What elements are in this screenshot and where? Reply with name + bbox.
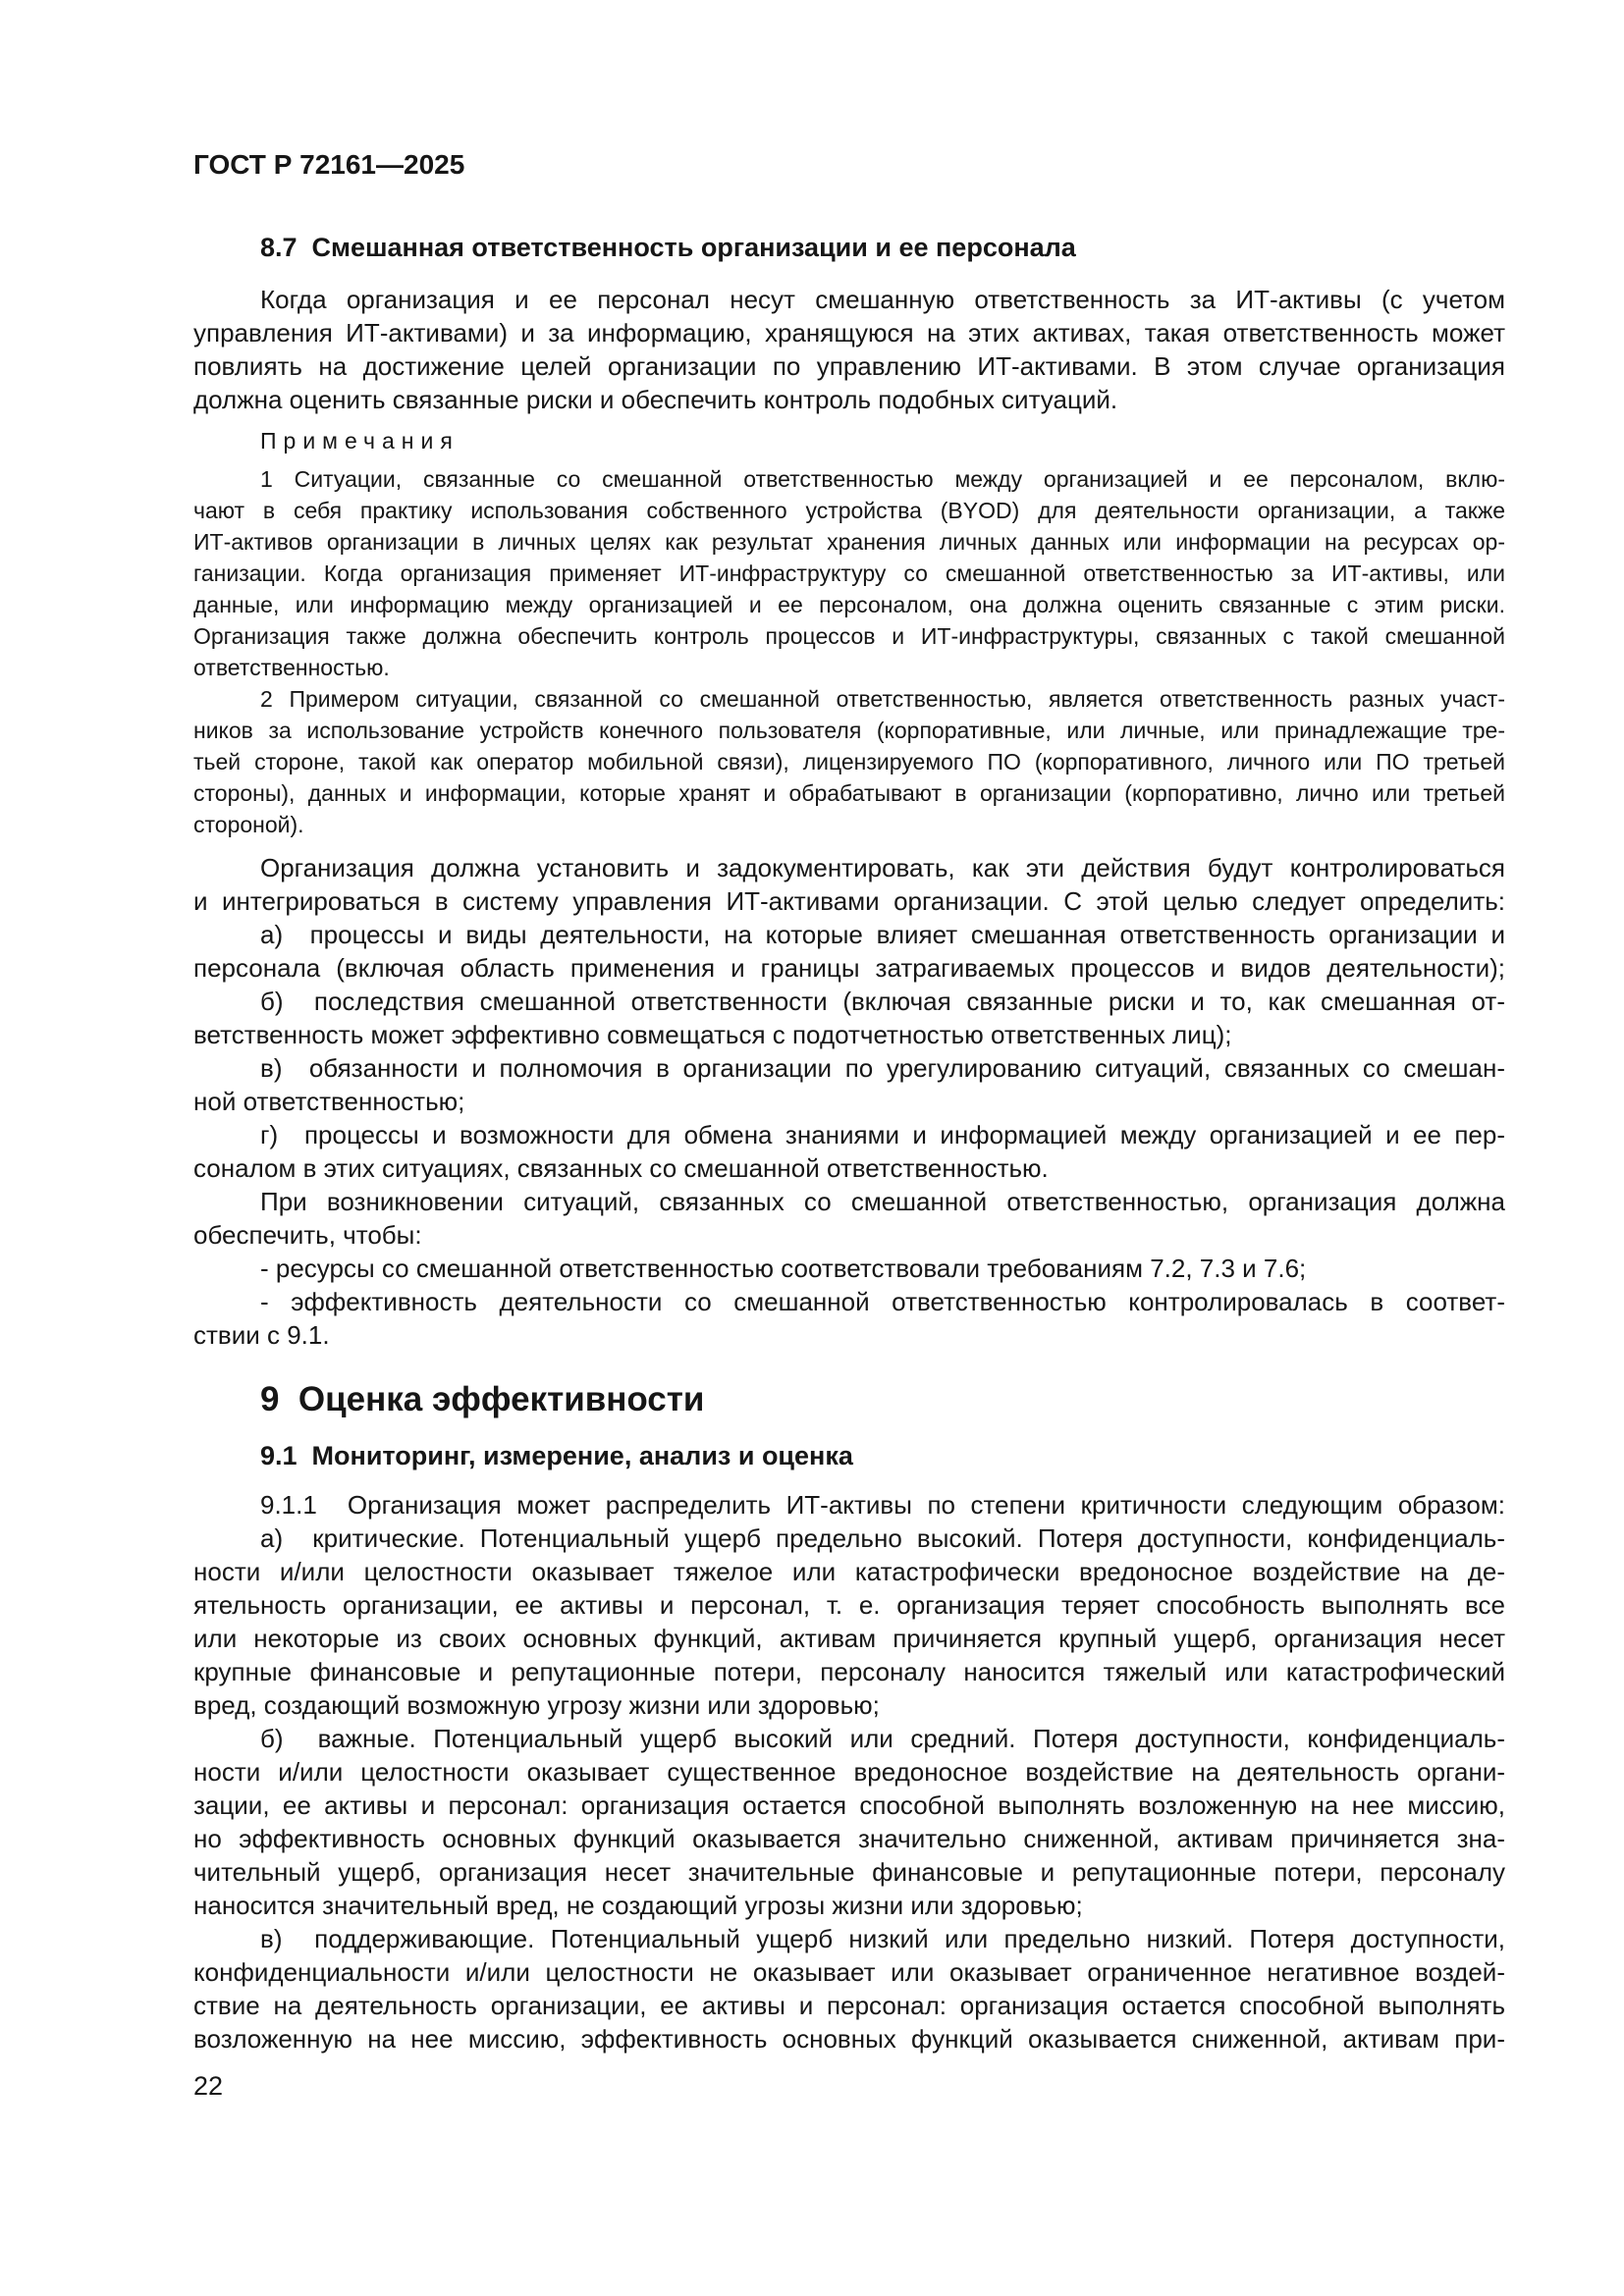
para-document-and-integrate [193,851,1505,918]
text-line: ИТ-активов организации в личных целях как результат хранения личных данных или информации на ресурсах ор- [193,529,1505,555]
note-2 [193,683,1505,840]
text-line: б) важные. Потенциальный ущерб высокий или средний. Потеря доступности, конфиденциаль- [260,1724,1505,1753]
text-line: Организация также должна обеспечить контроль процессов и ИТ-инфраструктуры, связанных с такой смешанной [193,623,1505,649]
text-line: наносится значительный вред, не создающий угрозы жизни или здоровью; [193,1891,1083,1920]
criticality-item-a-critical [193,1522,1505,1722]
para-mixed-responsibility-intro [193,283,1505,416]
criticality-item-v-supporting [193,1922,1505,2056]
text-line: ников за использование устройств конечного пользователя (корпоративные, или личные, или принадлежащие тре- [193,718,1505,743]
text-line: соналом в этих ситуациях, связанных со смешанной ответственностью. [193,1153,1049,1183]
text-line: стороны), данных и информации, которые хранят и обрабатывают в организации (корпоративно, лично или третьей [193,780,1505,806]
text-line: в) поддерживающие. Потенциальный ущерб низкий или предельно низкий. Потеря доступности, [260,1924,1505,1953]
text-line: обеспечить, чтобы: [193,1220,422,1250]
text-line: ности и/или целостности оказывает тяжелое или катастрофически вредоносное воздействие на де- [193,1557,1505,1586]
text-line: 9.1.1 Организация может распределить ИТ-активы по степени критичности следующим образом: [260,1490,1505,1520]
text-line: ной ответственностью; [193,1087,465,1116]
dash-item-effectiveness [193,1285,1505,1352]
text-line: ятельность организации, ее активы и персонал, т. е. организация теряет способность выполнять все [193,1590,1505,1620]
text-line: должна оценить связанные риски и обеспечить контроль подобных ситуаций. [193,385,1118,414]
text-line: 2 Примером ситуации, связанной со смешанной ответственностью, является ответственность разных участ- [260,686,1505,712]
section-heading-9-1: 9.1 Мониторинг, измерение, анализ и оценка [260,1441,853,1470]
text-line: и интегрироваться в систему управления ИТ-активами организации. С этой целью следует определить: [193,886,1505,916]
text-line: ответственностью. [193,655,390,680]
text-line: персонала (включая область применения и границы затрагиваемых процессов и видов деятельности); [193,953,1505,983]
text-line: чительный ущерб, организация несет значительные финансовые и репутационные потери, персоналу [193,1857,1505,1887]
para-9-1-1 [193,1488,1505,1522]
text-line: Когда организация и ее персонал несут смешанную ответственность за ИТ-активы (с учетом [260,285,1505,314]
text-line: ветственность может эффективно совмещаться с подотчетностью ответственных лиц); [193,1020,1232,1049]
section-heading-8-7: 8.7 Смешанная ответственность организации и ее персонала [260,233,1076,262]
para-when-situations-arise [193,1185,1505,1252]
text-line: или некоторые из своих основных функций, активам причиняется крупный ущерб, организация несет [193,1624,1505,1653]
text-line: б) последствия смешанной ответственности (включая связанные риски и то, как смешанная от- [260,987,1505,1016]
text-line: вред, создающий возможную угрозу жизни или здоровью; [193,1690,880,1720]
page-number: 22 [193,2071,224,2101]
note-1 [193,463,1505,683]
text-line: ганизации. Когда организация применяет ИТ-инфраструктуру со смешанной ответственностью за ИТ-активы, или [193,561,1505,586]
text-line: ствие на деятельность организации, ее активы и персонал: организация остается способной выполнять [193,1991,1505,2020]
text-line: чают в себя практику использования собственного устройства (BYOD) для деятельности организации, а также [193,498,1505,523]
text-line: Организация должна установить и задокументировать, как эти действия будут контролироваться [260,853,1505,882]
text-line: - ресурсы со смешанной ответственностью соответствовали требованиям 7.2, 7.3 и 7.6; [260,1254,1307,1283]
text-line: ствии с 9.1. [193,1320,330,1350]
text-line: При возникновении ситуаций, связанных со смешанной ответственностью, организация должна [260,1187,1505,1216]
text-line: зации, ее активы и персонал: организация остается способной выполнять возложенную на нее миссию, [193,1790,1505,1820]
text-line: ности и/или целостности оказывает существенное вредоносное воздействие на деятельность органи- [193,1757,1505,1787]
text-line: повлиять на достижение целей организации по управлению ИТ-активами. В этом случае организация [193,351,1505,381]
document-content [193,231,1505,2056]
list-item-v [193,1051,1505,1118]
text-line: конфиденциальности и/или целостности не оказывает или оказывает ограниченное негативное воздей- [193,1957,1505,1987]
text-line: но эффективность основных функций оказывается значительно сниженной, активам причиняется зна- [193,1824,1505,1853]
notes-label: Примечания [260,428,460,454]
text-line: управления ИТ-активами) и за информацию, хранящуюся на этих активах, такая ответственность может [193,318,1505,347]
text-line: а) критические. Потенциальный ущерб предельно высокий. Потеря доступности, конфиденциаль- [260,1523,1505,1553]
list-item-g [193,1118,1505,1185]
text-line: тьей стороне, такой как оператор мобильной связи), лицензируемого ПО (корпоративного, личного или ПО третьей [193,749,1505,774]
text-line: а) процессы и виды деятельности, на которые влияет смешанная ответственность организации и [260,920,1505,949]
text-line: 1 Ситуации, связанные со смешанной ответственностью между организацией и ее персоналом, вклю- [260,466,1505,492]
criticality-item-b-important [193,1722,1505,1922]
text-line: данные, или информацию между организацией и ее персоналом, она должна оценить связанные с этим риски. [193,592,1505,617]
text-line: г) процессы и возможности для обмена знаниями и информацией между организацией и ее пер- [260,1120,1505,1149]
list-item-a [193,918,1505,985]
text-line: - эффективность деятельности со смешанной ответственностью контролировалась в соответ- [260,1287,1505,1316]
text-line: в) обязанности и полномочия в организации по урегулированию ситуаций, связанных со смешан- [260,1053,1505,1083]
list-item-b [193,985,1505,1051]
text-line: возложенную на нее миссию, эффективность основных функций оказывается сниженной, активам при- [193,2024,1505,2054]
section-heading-9: 9 Оценка эффективности [260,1380,705,1418]
running-header: ГОСТ Р 72161—2025 [193,149,465,180]
text-line: крупные финансовые и репутационные потери, персоналу наносится тяжелый или катастрофический [193,1657,1505,1686]
text-line: стороной). [193,812,304,837]
dash-item-resources [193,1252,1505,1285]
